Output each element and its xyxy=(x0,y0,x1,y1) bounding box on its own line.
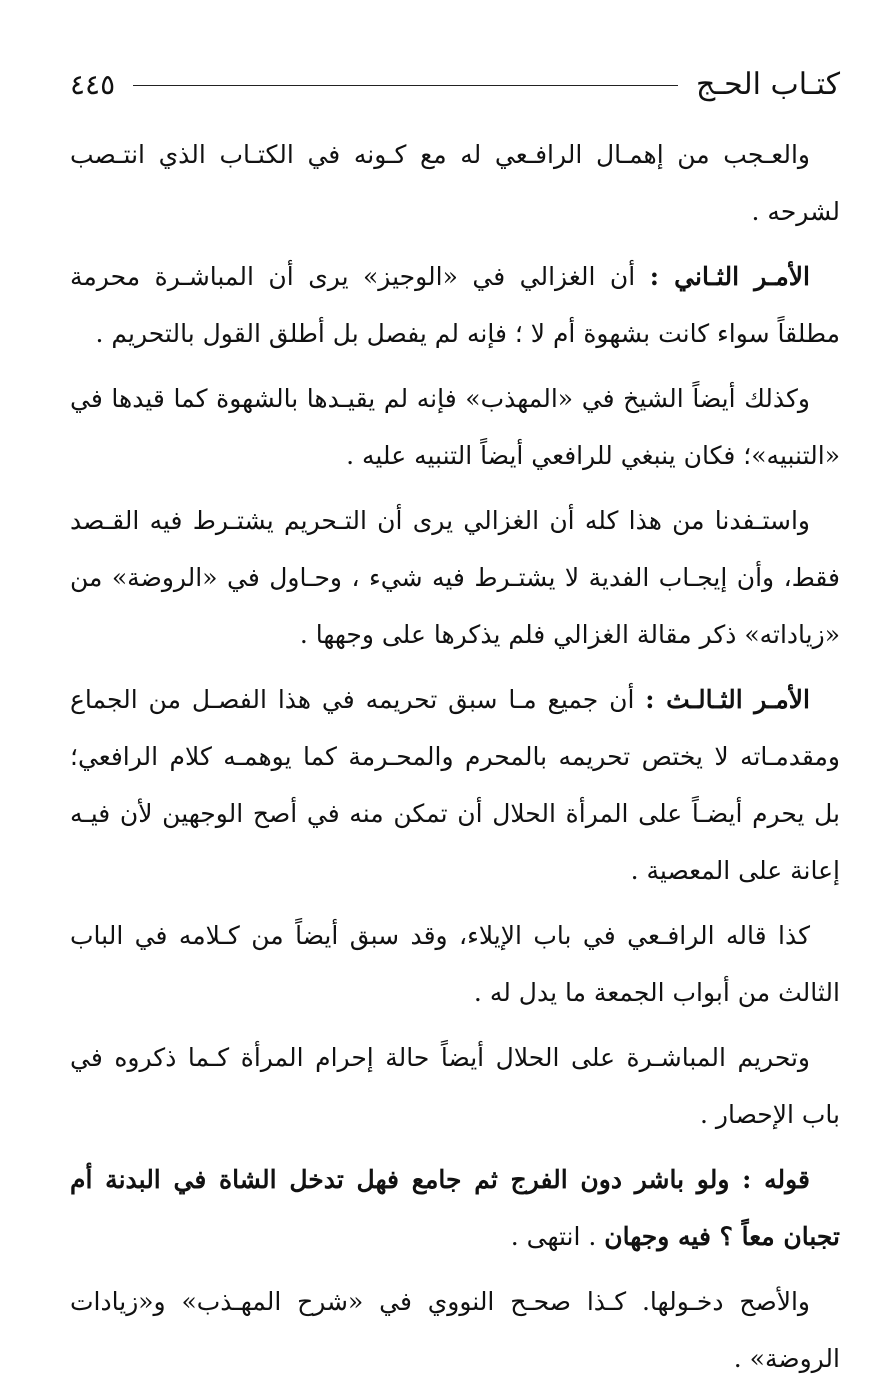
paragraph-1-text: والعـجب من إهمـال الرافـعي له مع كـونه في الكتـاب الذي انتـصب لشرحه . xyxy=(70,140,840,226)
paragraph-6 xyxy=(70,907,840,1021)
page-header xyxy=(70,58,840,112)
quoted-statement xyxy=(70,1151,840,1265)
page-body xyxy=(70,126,840,1387)
paragraph-2-text: أن الغزالي في «الوجيز» يرى أن المباشـرة محرمة مطلقاً سواء كانت بشهوة أم لا ؛ فإنه لم يفصل بل أطلق القول بالتحريم . xyxy=(70,262,840,348)
paragraph-4 xyxy=(70,492,840,663)
paragraph-9-text: والأصح دخـولها. كـذا صحـح النووي في «شرح المهـذب» و«زيادات الروضة» . xyxy=(70,1287,840,1373)
paragraph-1 xyxy=(70,126,840,240)
paragraph-5-text: أن جميع مـا سبق تحريمه في هذا الفصـل من الجماع ومقدمـاته لا يختص تحريمه بالمحرم والمحـرمة كما يوهمـه كلام الرافعي؛ بل يحرم أيضـاً على المرأة الحلال أن تمكن منه في أصح الوجهين لأن فيـه إعانة على المعصية . xyxy=(70,685,840,885)
paragraph-3 xyxy=(70,370,840,484)
paragraph-3-text: وكذلك أيضاً الشيخ في «المهذب» فإنه لم يقيـدها بالشهوة كما قيدها في «التنبيه»؛ فكان ينبغي للرافعي أيضاً التنبيه عليه . xyxy=(70,384,840,470)
page-number: ٤٤٥ xyxy=(70,68,116,101)
running-title: كتـاب الحـج xyxy=(695,67,840,102)
header-rule xyxy=(133,85,678,86)
paragraph-7-text: وتحريم المباشـرة على الحلال أيضاً حالة إحرام المرأة كـما ذكروه في باب الإحصار . xyxy=(70,1043,840,1129)
quoted-statement-label: قوله : ولو باشر دون الفرج ثم جامع فهل تدخل الشاة في البدنة أم تجبان معاً ؟ فيه وجهان xyxy=(70,1165,840,1251)
paragraph-7 xyxy=(70,1029,840,1143)
paragraph-2 xyxy=(70,248,840,362)
paragraph-5-label: الأمـر الثـالـث : xyxy=(645,685,810,714)
book-page xyxy=(70,58,840,1373)
paragraph-6-text: كذا قاله الرافـعي في باب الإيلاء، وقد سبق أيضاً من كـلامه في الباب الثالث من أبواب الجمعة ما يدل له . xyxy=(70,921,840,1007)
paragraph-5 xyxy=(70,671,840,899)
paragraph-2-label: الأمـر الثـاني : xyxy=(649,262,810,291)
quoted-statement-text: . انتهى . xyxy=(510,1222,605,1251)
paragraph-4-text: واستـفدنا من هذا كله أن الغزالي يرى أن التـحريم يشتـرط فيه القـصد فقط، وأن إيجـاب الفدية لا يشتـرط فيه شيء ، وحـاول في «الروضة» من «زياداته» ذكر مقالة الغزالي فلم يذكرها على وجهها . xyxy=(70,506,840,649)
paragraph-9 xyxy=(70,1273,840,1387)
